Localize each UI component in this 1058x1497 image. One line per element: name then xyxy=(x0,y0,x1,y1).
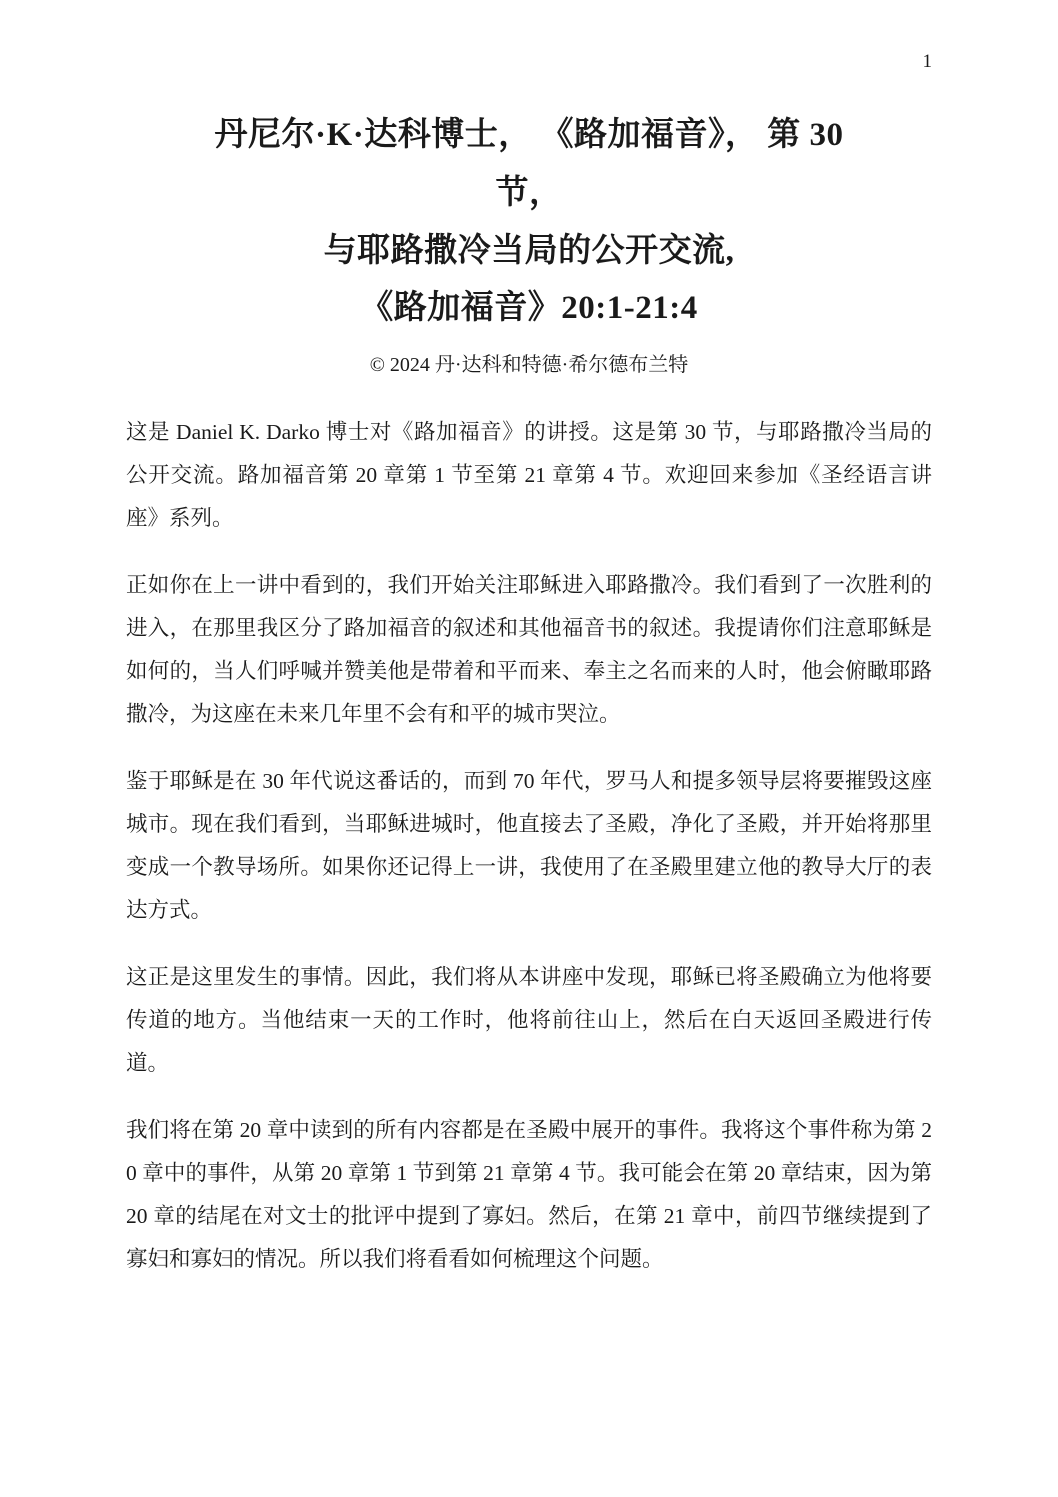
page-number: 1 xyxy=(922,51,932,72)
title-line: 与耶路撒冷当局的公开交流, xyxy=(323,232,735,269)
document-body xyxy=(126,411,932,1281)
paragraph: 鉴于耶稣是在 30 年代说这番话的，而到 70 年代，罗马人和提多领导层将要摧毁这座城市。现在我们看到，当耶稣进城时，他直接去了圣殿，净化了圣殿，并开始将那里变成一个教导场所。如果你还记得上一讲，我使用了在圣殿里建立他的教导大厅的表达方式。 xyxy=(126,769,932,922)
title-line: 节， xyxy=(495,174,563,211)
title-line: 《路加福音》20:1-21:4 xyxy=(360,290,698,327)
paragraph: 这正是这里发生的事情。因此，我们将从本讲座中发现，耶稣已将圣殿确立为他将要传道的地方。当他结束一天的工作时，他将前往山上，然后在白天返回圣殿进行传道。 xyxy=(126,965,932,1075)
document-title xyxy=(126,107,932,338)
paragraph: 这是 Daniel K. Darko 博士对《路加福音》的讲授。这是第 30 节，与耶路撒冷当局的公开交流。路加福音第 20 章第 1 节至第 21 章第 4 节。欢迎回来参加《圣经语言讲座》系列。 xyxy=(126,420,932,530)
paragraph: 我们将在第 20 章中读到的所有内容都是在圣殿中展开的事件。我将这个事件称为第 20 章中的事件，从第 20 章第 1 节到第 21 章第 4 节。我可能会在第 20 章结束，因为第 20 章的结尾在对文士的批评中提到了寡妇。然后，在第 21 章中，前四节继续提到了寡妇和寡妇的情况。所以我们将看看如何梳理这个问题。 xyxy=(126,1118,932,1271)
paragraph: 正如你在上一讲中看到的，我们开始关注耶稣进入耶路撒冷。我们看到了一次胜利的进入，在那里我区分了路加福音的叙述和其他福音书的叙述。我提请你们注意耶稣是如何的，当人们呼喊并赞美他是带着和平而来、奉主之名而来的人时，他会俯瞰耶路撒冷，为这座在未来几年里不会有和平的城市哭泣。 xyxy=(126,573,932,726)
copyright-line: © 2024 丹·达科和特德·希尔德布兰特 xyxy=(369,354,689,376)
title-line: 丹尼尔·K·达科博士， 《路加福音》， 第 30 xyxy=(214,117,844,153)
